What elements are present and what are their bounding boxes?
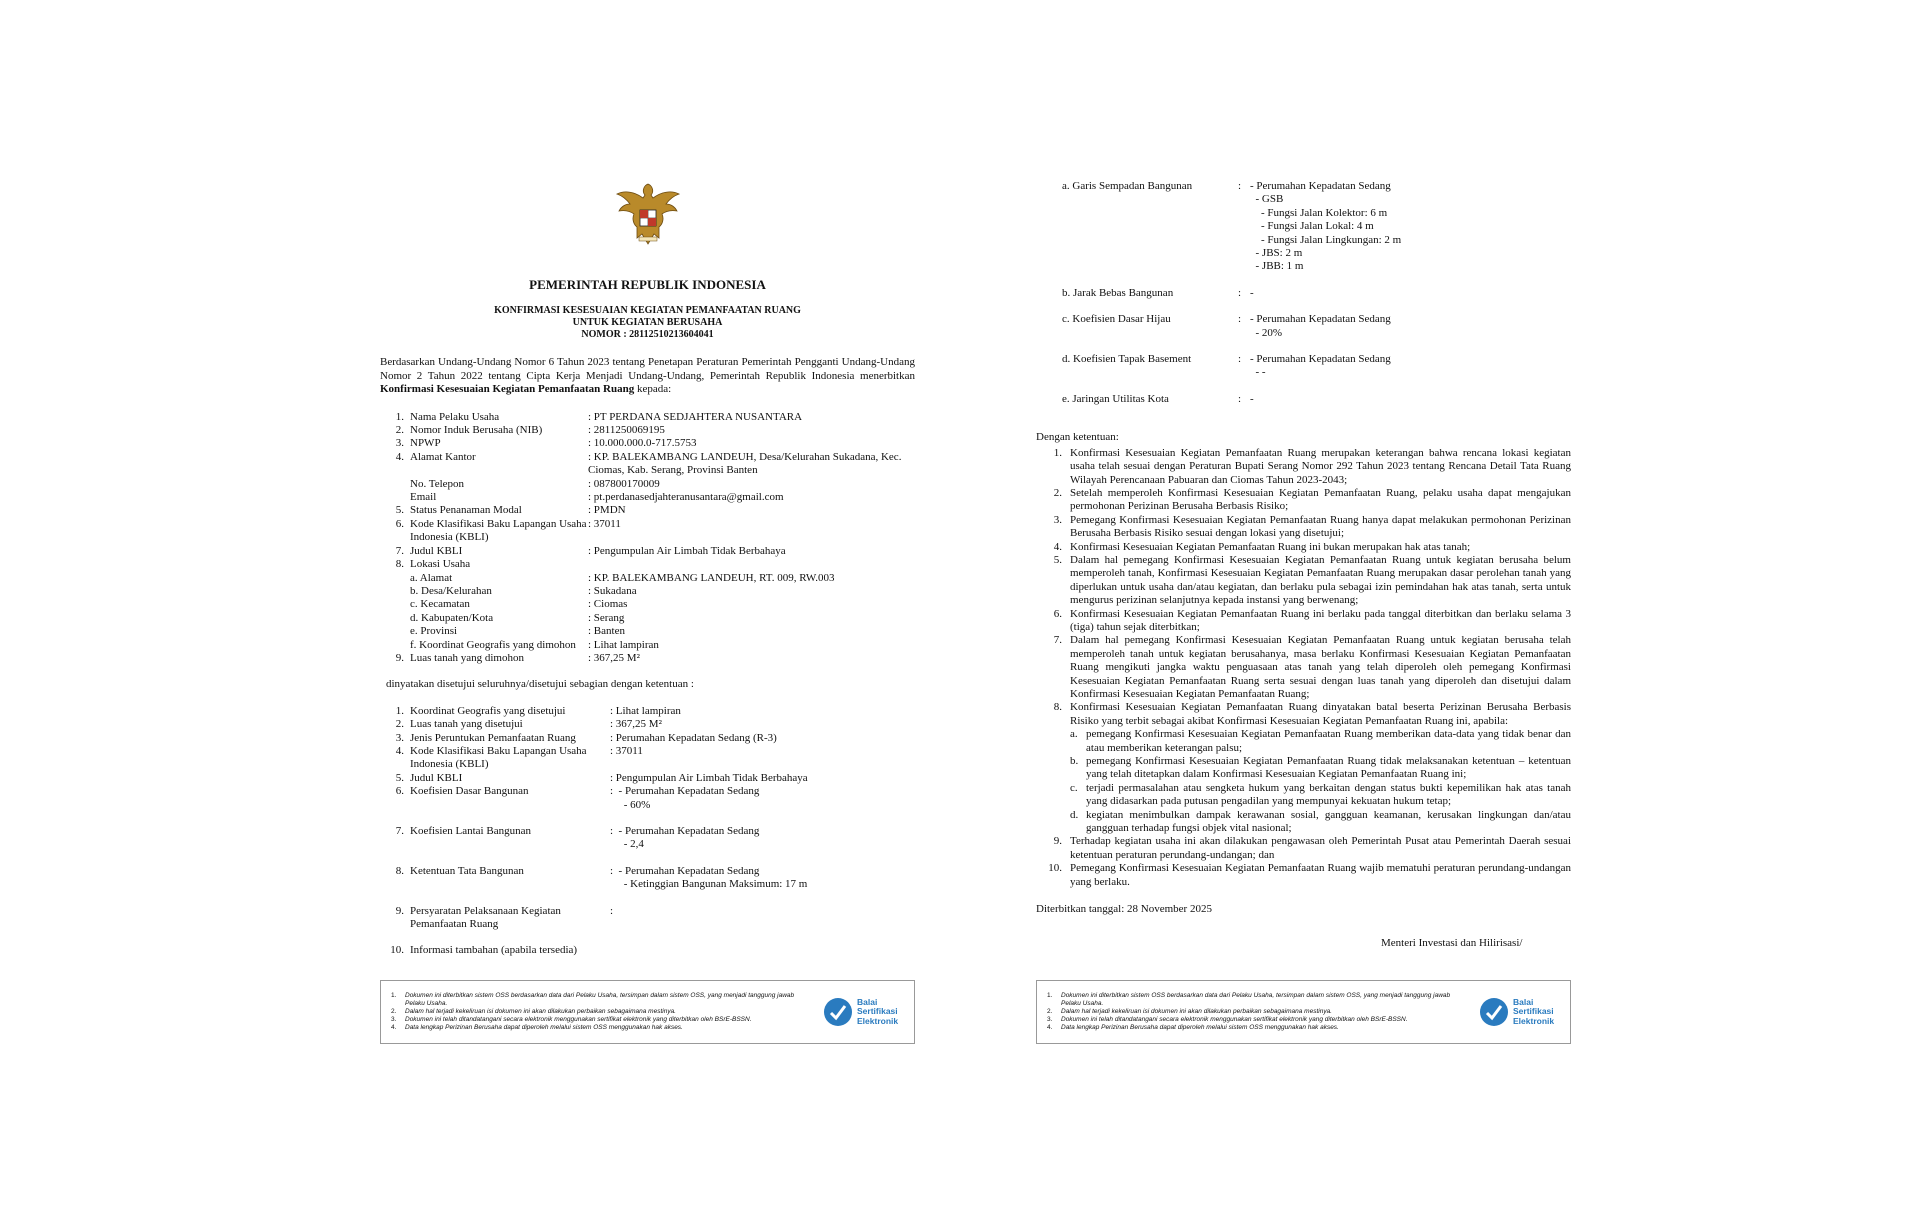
- approved-details: [380, 705, 915, 958]
- field-row: [380, 424, 915, 437]
- bse-logo: Balai Sertifikasi Elektronik: [1479, 997, 1554, 1027]
- field-label: Informasi tambahan (apabila tersedia): [410, 944, 578, 957]
- spacer: [1036, 406, 1571, 419]
- footer-note-text: Data lengkap Perizinan Berusaha dapat diperoleh melalui sistem OSS menggunakan hak akses.: [1061, 1024, 1339, 1031]
- footer-note-text: Dalam hal terjadi kekeliruan isi dokumen ini akan dilakukan perbaikan sebagaimana mestinya.: [405, 1008, 676, 1015]
- spatial-colon: :: [1238, 313, 1242, 326]
- field-label: Nomor Induk Berusaha (NIB): [410, 424, 543, 437]
- spatial-row: [1036, 353, 1571, 380]
- field-value: : Pengumpulan Air Limbah Tidak Berbahaya: [588, 544, 786, 557]
- field-label: d. Kabupaten/Kota: [410, 611, 494, 624]
- field-label: Status Penanaman Modal: [410, 504, 522, 517]
- field-value: : PMDN: [588, 504, 626, 517]
- footer-note-number: 4.: [391, 1024, 397, 1031]
- spacer: [380, 931, 915, 944]
- field-label: Koefisien Dasar Bangunan: [410, 785, 529, 798]
- field-value: : 367,25 M²: [588, 651, 640, 664]
- footer-note-number: 1.: [1047, 992, 1053, 999]
- condition-item: [1036, 634, 1571, 701]
- field-row: [380, 518, 915, 545]
- footer-note: [1047, 1016, 1467, 1024]
- field-label: Luas tanah yang dimohon: [410, 651, 524, 664]
- field-value: : Pengumpulan Air Limbah Tidak Berbahaya: [610, 771, 808, 784]
- spatial-provisions: [1036, 180, 1571, 419]
- intro-paragraph: Berdasarkan Undang-Undang Nomor 6 Tahun 2023 tentang Penetapan Peraturan Pemerintah Pengganti Undang-Undang Nomor 2 Tahun 2022 tentang Cipta Kerja Menjadi Undang-Undang, Pemerintah Republik Indonesia menerbitkan Konfirmasi Kesesuaian Kegiatan Pemanfaatan Ruang kepada:: [380, 356, 915, 396]
- field-value: : pt.perdanasedjahteranusantara@gmail.com: [588, 491, 784, 504]
- field-value: : Lihat lampiran: [588, 638, 659, 651]
- field-label: Persyaratan Pelaksanaan Kegiatan Pemanfaatan Ruang: [410, 904, 561, 931]
- field-row: [380, 732, 915, 745]
- subitem-text: terjadi permasalahan atau sengketa hukum yang berkaitan dengan status bukti kepemilikan hak atas tanah yang didasarkan pada putusan pengadilan yang mempunyai kekuatan hukum tetap;: [1086, 781, 1571, 808]
- condition-item: [1036, 487, 1571, 514]
- condition-item: [1036, 514, 1571, 541]
- condition-subitem: [1070, 728, 1571, 755]
- spatial-label: b. Jarak Bebas Bangunan: [1062, 286, 1174, 299]
- field-value: [588, 558, 915, 571]
- issued-date: Diterbitkan tanggal: 28 November 2025: [1036, 903, 1212, 916]
- field-number: 2.: [395, 424, 404, 437]
- spatial-label: a. Garis Sempadan Bangunan: [1062, 180, 1193, 192]
- field-row: [380, 718, 915, 731]
- field-number: 9.: [395, 651, 404, 664]
- field-label: Lokasi Usaha: [410, 558, 471, 571]
- garuda-emblem-icon: [613, 180, 683, 250]
- condition-number: 9.: [1053, 835, 1062, 848]
- field-value: : Sukadana: [588, 584, 637, 597]
- field-value: : - Perumahan Kepadatan Sedang - 60%: [610, 785, 760, 811]
- subitem-letter: d.: [1070, 808, 1079, 821]
- minister-signature-title: Menteri Investasi dan Hilirisasi/: [1381, 936, 1523, 949]
- condition-item: [1036, 554, 1571, 608]
- field-value: : Banten: [588, 625, 625, 638]
- footer-note-number: 2.: [1047, 1008, 1053, 1015]
- field-number: [380, 625, 410, 638]
- footer-note-number: 1.: [391, 992, 397, 999]
- spatial-label: d. Koefisien Tapak Basement: [1062, 353, 1192, 366]
- footer-notes-box: [380, 980, 915, 1044]
- field-number: [380, 491, 410, 504]
- field-row: [380, 745, 915, 772]
- field-row: [380, 598, 915, 611]
- field-label: Kode Klasifikasi Baku Lapangan Usaha Indonesia (KBLI): [410, 517, 587, 544]
- condition-item: [1036, 447, 1571, 487]
- document-number: NOMOR : 28112510213604041: [581, 329, 714, 341]
- spacer: [1036, 300, 1571, 313]
- condition-subitem: [1070, 782, 1571, 809]
- condition-number: 10.: [1048, 862, 1062, 875]
- field-value: : 10.000.000.0-717.5753: [588, 437, 697, 450]
- field-label: Koordinat Geografis yang disetujui: [410, 704, 566, 717]
- condition-item: [1036, 541, 1571, 554]
- field-row: [380, 491, 915, 504]
- footer-notes-box: [1036, 980, 1571, 1044]
- document-page-2: [1036, 180, 1571, 1031]
- field-number: 2.: [395, 718, 404, 731]
- spacer: [1036, 274, 1571, 287]
- spatial-label: c. Koefisien Dasar Hijau: [1062, 313, 1171, 326]
- field-row: [380, 612, 915, 625]
- field-number: 1.: [395, 410, 404, 423]
- condition-number: 5.: [1053, 553, 1062, 566]
- spacer: [380, 852, 915, 865]
- field-row: [380, 705, 915, 718]
- condition-subitem: [1070, 809, 1571, 836]
- document-title-line: KONFIRMASI KESESUAIAN KEGIATAN PEMANFAATAN RUANG: [494, 305, 801, 317]
- field-number: 3.: [395, 731, 404, 744]
- field-value: : Ciomas: [588, 598, 628, 611]
- condition-number: 3.: [1053, 513, 1062, 526]
- field-row: [380, 625, 915, 638]
- field-value: : Lihat lampiran: [610, 704, 681, 717]
- field-number: 7.: [395, 825, 404, 837]
- field-row: [380, 865, 915, 892]
- field-number: 10.: [390, 944, 404, 957]
- condition-text: Pemegang Konfirmasi Kesesuaian Kegiatan Pemanfaatan Ruang hanya dapat melakukan permohonan Perizinan Berusaha Berbasis Risiko sesuai dengan lokasi yang disetujui;: [1070, 513, 1571, 540]
- field-row: [380, 639, 915, 652]
- spatial-row: [1036, 313, 1571, 340]
- field-number: [380, 639, 410, 652]
- footer-note-text: Dalam hal terjadi kekeliruan isi dokumen ini akan dilakukan perbaikan sebagaimana mestinya.: [1061, 1008, 1332, 1015]
- field-label: Email: [410, 491, 437, 504]
- footer-note: [1047, 1024, 1467, 1032]
- footer-note-text: Dokumen ini telah ditandatangani secara elektronik menggunakan sertifikat elektronik yang diterbitkan oleh BSrE-BSSN.: [405, 1016, 752, 1023]
- spatial-label: e. Jaringan Utilitas Kota: [1062, 392, 1169, 405]
- field-label: Alamat Kantor: [410, 450, 476, 463]
- footer-note-number: 3.: [1047, 1016, 1053, 1023]
- field-row: [380, 772, 915, 785]
- footer-note: [1047, 992, 1467, 1008]
- condition-number: 8.: [1053, 701, 1062, 714]
- field-label: Koefisien Lantai Bangunan: [410, 825, 531, 837]
- condition-number: 6.: [1053, 607, 1062, 620]
- field-label: Judul KBLI: [410, 544, 463, 557]
- spacer: [1036, 380, 1571, 393]
- footer-note-number: 4.: [1047, 1024, 1053, 1031]
- subitem-text: pemegang Konfirmasi Kesesuaian Kegiatan Pemanfaatan Ruang tidak melaksanakan ketentuan – ketentuan yang telah ditetapkan dalam Konfirmasi Kesesuaian Kegiatan Pemanfaatan Ruang ini;: [1086, 755, 1571, 781]
- field-value: [610, 944, 915, 957]
- field-number: 8.: [395, 558, 404, 571]
- field-label: f. Koordinat Geografis yang dimohon: [410, 638, 576, 651]
- field-value: : Serang: [588, 611, 625, 624]
- spatial-row: [1036, 287, 1571, 300]
- footer-note-text: Dokumen ini telah ditandatangani secara elektronik menggunakan sertifikat elektronik yang diterbitkan oleh BSrE-BSSN.: [1061, 1016, 1408, 1023]
- spatial-row: [1036, 393, 1571, 406]
- field-value: : Perumahan Kepadatan Sedang (R-3): [610, 731, 777, 744]
- field-number: 3.: [395, 437, 404, 450]
- field-row: [380, 437, 915, 450]
- bse-logo-icon: [1479, 997, 1509, 1027]
- field-value: : KP. BALEKAMBANG LANDEUH, RT. 009, RW.003: [588, 571, 835, 584]
- condition-text: Konfirmasi Kesesuaian Kegiatan Pemanfaatan Ruang ini berlaku pada tanggal diterbitkan dan berlaku selama 3 (tiga) tahun sejak diterbitkan;: [1070, 607, 1571, 633]
- field-value: : 2811250069195: [588, 424, 665, 437]
- field-number: 4.: [395, 744, 404, 757]
- field-value: : - Perumahan Kepadatan Sedang - Ketinggian Bangunan Maksimum: 17 m: [610, 864, 808, 891]
- approval-statement: dinyatakan disetujui seluruhnya/disetujui sebagian dengan ketentuan :: [386, 678, 694, 691]
- document-title-line: UNTUK KEGIATAN BERUSAHA: [572, 317, 723, 329]
- condition-item: [1036, 835, 1571, 862]
- field-value: : 087800170009: [588, 477, 660, 490]
- spatial-colon: :: [1238, 180, 1242, 192]
- condition-number: 7.: [1053, 634, 1062, 647]
- field-value: : PT PERDANA SEDJAHTERA NUSANTARA: [588, 410, 803, 423]
- field-number: [380, 585, 410, 598]
- field-label: a. Alamat: [410, 571, 453, 584]
- condition-number: 1.: [1053, 446, 1062, 459]
- field-number: 5.: [395, 771, 404, 784]
- condition-text: Dalam hal pemegang Konfirmasi Kesesuaian Kegiatan Pemanfaatan Ruang untuk kegiatan berusaha belum memperoleh tanah, Konfirmasi Kesesuaian Kegiatan Pemanfaatan Ruang merupakan dasar perolehan tanah yang diperlukan untuk usaha dan/atau kegiatan, dan berlaku pula sebagai izin pemindahan hak atas tanah, serta untuk mengurus perizinan selanjutnya kepada instansi yang berwenang;: [1070, 553, 1571, 607]
- spatial-value: -: [1250, 392, 1254, 405]
- field-row: [380, 785, 915, 812]
- subitem-text: kegiatan menimbulkan dampak kerawanan sosial, gangguan keamanan, kerusakan lingkungan dan/atau gangguan terhadap fungsi objek vital nasional;: [1086, 808, 1571, 835]
- condition-number: 2.: [1053, 486, 1062, 499]
- footer-note-text: Dokumen ini diterbitkan sistem OSS berdasarkan data dari Pelaku Usaha, tersimpan dalam sistem OSS, yang menjadi tanggung jawab Pelaku Usaha.: [405, 992, 795, 1007]
- spatial-colon: :: [1238, 392, 1242, 405]
- condition-text: Setelah memperoleh Konfirmasi Kesesuaian Kegiatan Pemanfaatan Ruang, pelaku usaha dapat mengajukan permohonan Perizinan Berusaha Berbasis Risiko;: [1070, 486, 1571, 513]
- condition-number: 4.: [1053, 540, 1062, 553]
- condition-text: Konfirmasi Kesesuaian Kegiatan Pemanfaatan Ruang ini bukan merupakan hak atas tanah;: [1070, 540, 1471, 553]
- field-row: [380, 558, 915, 571]
- field-row: [380, 411, 915, 424]
- conditions-heading: Dengan ketentuan:: [1036, 431, 1119, 444]
- field-value: : - Perumahan Kepadatan Sedang - 2,4: [610, 825, 760, 851]
- condition-item: [1036, 862, 1571, 889]
- subitem-text: pemegang Konfirmasi Kesesuaian Kegiatan Pemanfaatan Ruang memberikan data-data yang tidak benar dan atau memberikan keterangan palsu;: [1086, 728, 1571, 754]
- field-row: [380, 944, 915, 957]
- spatial-row: [1036, 180, 1571, 274]
- spatial-value: - Perumahan Kepadatan Sedang - GSB - Fungsi Jalan Kolektor: 6 m - Fungsi Jalan Lokal: 4 m - Fungsi Jalan Lingkungan: 2 m - JBS: 2 m - JBB: 1 m: [1250, 180, 1402, 273]
- condition-subitem: [1070, 755, 1571, 782]
- field-row: [380, 545, 915, 558]
- field-number: 7.: [395, 544, 404, 557]
- field-row: [380, 572, 915, 585]
- subitem-letter: c.: [1070, 781, 1078, 794]
- field-label: Jenis Peruntukan Pemanfaatan Ruang: [410, 731, 576, 744]
- government-title: PEMERINTAH REPUBLIK INDONESIA: [529, 277, 766, 292]
- field-label: Luas tanah yang disetujui: [410, 718, 523, 731]
- footer-note: [391, 1024, 811, 1032]
- field-number: 6.: [395, 785, 404, 798]
- field-label: e. Provinsi: [410, 625, 458, 638]
- spatial-value: - Perumahan Kepadatan Sedang - -: [1250, 353, 1391, 379]
- spatial-colon: :: [1238, 286, 1242, 299]
- field-label: Nama Pelaku Usaha: [410, 410, 500, 423]
- field-label: Ketentuan Tata Bangunan: [410, 864, 524, 877]
- field-number: 4.: [395, 450, 404, 463]
- field-number: [380, 612, 410, 625]
- condition-text: Pemegang Konfirmasi Kesesuaian Kegiatan Pemanfaatan Ruang wajib mematuhi peraturan perundang-undangan yang berlaku.: [1070, 862, 1571, 888]
- condition-item: [1036, 608, 1571, 635]
- field-row: [380, 585, 915, 598]
- field-label: b. Desa/Kelurahan: [410, 584, 492, 597]
- conditions-list: [1036, 447, 1571, 889]
- applicant-details: [380, 411, 915, 666]
- condition-item: [1036, 701, 1571, 835]
- field-label: c. Kecamatan: [410, 598, 470, 611]
- footer-note: [391, 1008, 811, 1016]
- field-number: 8.: [395, 864, 404, 877]
- condition-text: Konfirmasi Kesesuaian Kegiatan Pemanfaatan Ruang dinyatakan batal beserta Perizinan Berusaha Berbasis Risiko yang terbit sebagai akibat Konfirmasi Kesesuaian Kegiatan Pemanfaatan Ruang ini, apabila: a. pemegang Konfirmasi Kesesuaian Kegiatan Pemanfaatan Ruang memberikan data-data yang tidak benar dan atau memberikan keterangan palsu; b. pemegang Konfirmasi Kesesuaian Kegiatan Pemanfaatan Ruang tidak melaksanakan ketentuan – ketentuan yang telah ditetapkan dalam Konfirmasi Kesesuaian Kegiatan Pemanfaatan Ruang ini; c. terjadi permasalahan atau sengketa hukum yang berkaitan dengan status bukti kepemilikan hak atas tanah yang didasarkan pada putusan pengadilan yang mempunyai kekuatan hukum tetap; d. kegiatan menimbulkan dampak kerawanan sosial, gangguan keamanan, kerusakan lingkungan dan/atau gangguan terhadap fungsi objek vital nasional;: [1070, 701, 1571, 835]
- field-label: Kode Klasifikasi Baku Lapangan Usaha Indonesia (KBLI): [410, 744, 587, 771]
- field-row: [380, 478, 915, 491]
- condition-text: Dalam hal pemegang Konfirmasi Kesesuaian Kegiatan Pemanfaatan Ruang untuk kegiatan berusaha telah memperoleh tanah untuk kegiatan berusahanya, masa berlaku Konfirmasi Kesesuaian Kegiatan Pemanfaatan Ruang mengikuti jangka waktu penguasaan atas tanah yang telah diperoleh oleh pemegang Konfirmasi Kesesuaian Kegiatan Pemanfaatan Ruang serta sesuai dengan luas tanah yang diperoleh dan disetujui dalam Konfirmasi Kesesuaian Kegiatan Pemanfaatan Ruang;: [1070, 634, 1571, 700]
- field-value: : KP. BALEKAMBANG LANDEUH, Desa/Kelurahan Sukadana, Kec. Ciomas, Kab. Serang, Provinsi Banten: [588, 450, 905, 477]
- field-row: [380, 652, 915, 665]
- field-value: : 367,25 M²: [610, 718, 662, 731]
- footer-note-number: 3.: [391, 1016, 397, 1023]
- spacer: [380, 812, 915, 825]
- field-row: [380, 905, 915, 932]
- field-row: [380, 451, 915, 478]
- document-title: [380, 305, 915, 341]
- spatial-colon: :: [1238, 353, 1242, 366]
- bse-logo: Balai Sertifikasi Elektronik: [823, 997, 898, 1027]
- field-number: [380, 572, 410, 585]
- field-number: 6.: [395, 517, 404, 530]
- field-number: 9.: [395, 904, 404, 917]
- footer-note: [391, 1016, 811, 1024]
- footer-note-text: Dokumen ini diterbitkan sistem OSS berdasarkan data dari Pelaku Usaha, tersimpan dalam sistem OSS, yang menjadi tanggung jawab Pelaku Usaha.: [1061, 992, 1451, 1007]
- field-row: [380, 504, 915, 517]
- field-label: No. Telepon: [410, 477, 465, 490]
- footer-note: [1047, 1008, 1467, 1016]
- condition-text: Terhadap kegiatan usaha ini akan dilakukan pengawasan oleh Pemerintah Pusat atau Pemerintah Daerah sesuai ketentuan peraturan perundang-undangan; dan: [1070, 835, 1571, 861]
- field-number: 1.: [395, 704, 404, 717]
- field-value: :: [610, 904, 614, 917]
- field-number: 5.: [395, 504, 404, 517]
- field-value: : 37011: [610, 744, 643, 757]
- subitem-letter: a.: [1070, 728, 1078, 741]
- field-number: [380, 478, 410, 491]
- spacer: [1036, 340, 1571, 353]
- document-page-1: [380, 180, 915, 1031]
- bse-logo-icon: [823, 997, 853, 1027]
- footer-note: [391, 992, 811, 1008]
- field-row: [380, 825, 915, 852]
- field-value: : 37011: [588, 517, 621, 530]
- spatial-value: - Perumahan Kepadatan Sedang - 20%: [1250, 313, 1391, 339]
- footer-note-number: 2.: [391, 1008, 397, 1015]
- field-number: [380, 598, 410, 611]
- field-label: Judul KBLI: [410, 771, 463, 784]
- subitem-letter: b.: [1070, 755, 1079, 768]
- footer-note-text: Data lengkap Perizinan Berusaha dapat diperoleh melalui sistem OSS menggunakan hak akses.: [405, 1024, 683, 1031]
- spatial-value: -: [1250, 286, 1254, 299]
- spacer: [380, 892, 915, 905]
- condition-text: Konfirmasi Kesesuaian Kegiatan Pemanfaatan Ruang merupakan keterangan bahwa rencana lokasi kegiatan usaha telah sesuai dengan Peraturan Bupati Serang Nomor 292 Tahun 2023 tentang Rencana Detail Tata Ruang Wilayah Perencanaan Pabuaran dan Ciomas Tahun 2023-2043;: [1070, 446, 1571, 486]
- field-label: NPWP: [410, 437, 441, 450]
